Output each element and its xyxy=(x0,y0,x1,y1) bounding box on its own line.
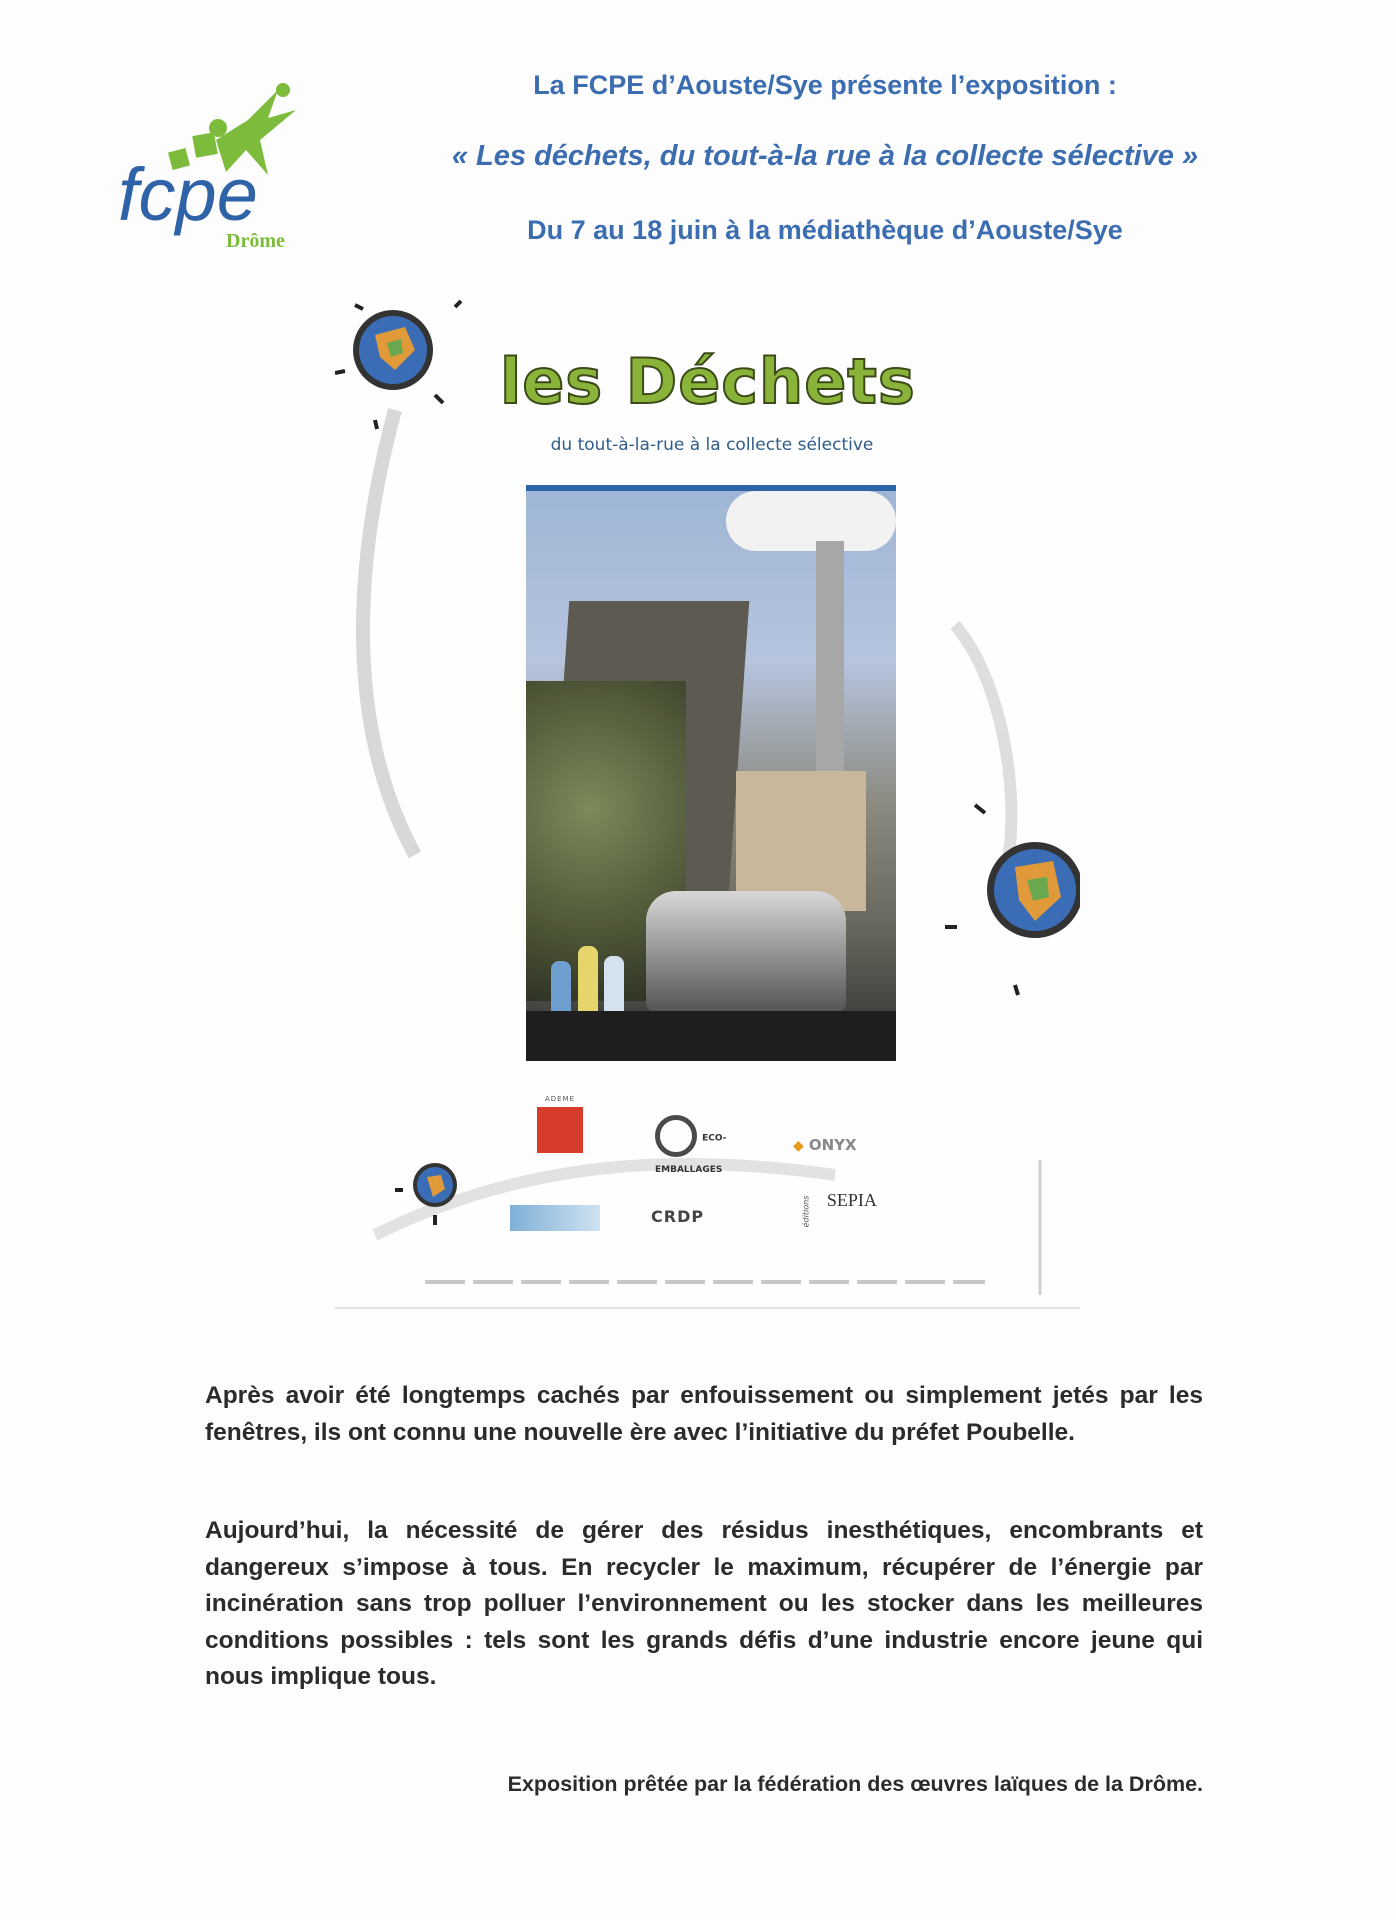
sponsor-onyx-label: ONYX xyxy=(808,1136,857,1154)
sponsor-eco-emballages xyxy=(655,1115,765,1176)
ademe-logo-icon xyxy=(537,1107,583,1153)
sponsor-crdp xyxy=(651,1207,704,1226)
logo-figure-head2 xyxy=(276,83,290,97)
sponsor-sepia-editions: éditions xyxy=(801,1195,811,1228)
photo-ground xyxy=(526,1011,896,1061)
exhibition-credit: Exposition prêtée par la fédération des œuvres laïques de la Drôme. xyxy=(507,1772,1203,1796)
globe-top-icon xyxy=(353,310,433,390)
sponsor-crdp-label: CRDP xyxy=(651,1207,705,1226)
poster-subtitle: du tout-à-la-rue à la collecte sélective xyxy=(550,435,874,455)
eco-emballages-icon xyxy=(655,1115,697,1157)
sponsor-eco-emballages-label: ECO-EMBALLAGES xyxy=(655,1133,727,1175)
poster-photo xyxy=(526,485,896,1061)
fcpe-logo-graphic xyxy=(118,80,318,270)
fcpe-logo xyxy=(118,80,318,270)
poster-title: les Déchets xyxy=(500,345,916,418)
exhibition-title: « Les déchets, du tout-à-la rue à la collecte sélective » xyxy=(451,140,1199,172)
paragraph-history: Après avoir été longtemps cachés par enfouissement ou simplement jetés par les fenêtres, ils ont connu une nouvelle ère avec l’initiative du préfet Poubelle. xyxy=(205,1382,1203,1446)
sponsor-sepia-label: SEPIA xyxy=(826,1190,877,1210)
photo-boxes xyxy=(736,771,866,911)
photo-drum xyxy=(646,891,846,1011)
logo-region: Drôme xyxy=(226,230,285,252)
poster-credits-line xyxy=(425,1280,985,1284)
exhibition-poster xyxy=(335,295,1080,1309)
logo-wordmark: fcpe xyxy=(118,153,258,236)
arrow-left xyxy=(363,410,415,855)
globe-small-icon xyxy=(413,1163,457,1207)
sponsor-blue-logo xyxy=(510,1205,600,1231)
sponsor-ademe xyxy=(525,1095,595,1153)
header-intro: La FCPE d’Aouste/Sye présente l’exposition : xyxy=(533,70,1117,100)
sponsor-onyx xyxy=(793,1135,857,1154)
onyx-icon: ◆ xyxy=(793,1138,804,1154)
paragraph-today: Aujourd’hui, la nécessité de gérer des résidus inesthétiques, encombrants et dangereux s’impose à tous. En recycler le maximum, récupérer de l’énergie par incinération sans trop polluer l’environnement ou les stocker dans les meilleures conditions possibles : tels sont les grands défis d’une industrie encore jeune qui nous implique tous. xyxy=(205,1517,1203,1690)
globe-right-icon xyxy=(987,842,1080,938)
photo-smoke xyxy=(726,491,896,551)
sponsor-sepia xyxy=(790,1190,877,1228)
logo-figure-head xyxy=(209,119,227,137)
exhibition-dates: Du 7 au 18 juin à la médiathèque d’Aouste/Sye xyxy=(527,215,1123,245)
sponsor-ademe-label: ADEME xyxy=(544,1095,576,1103)
